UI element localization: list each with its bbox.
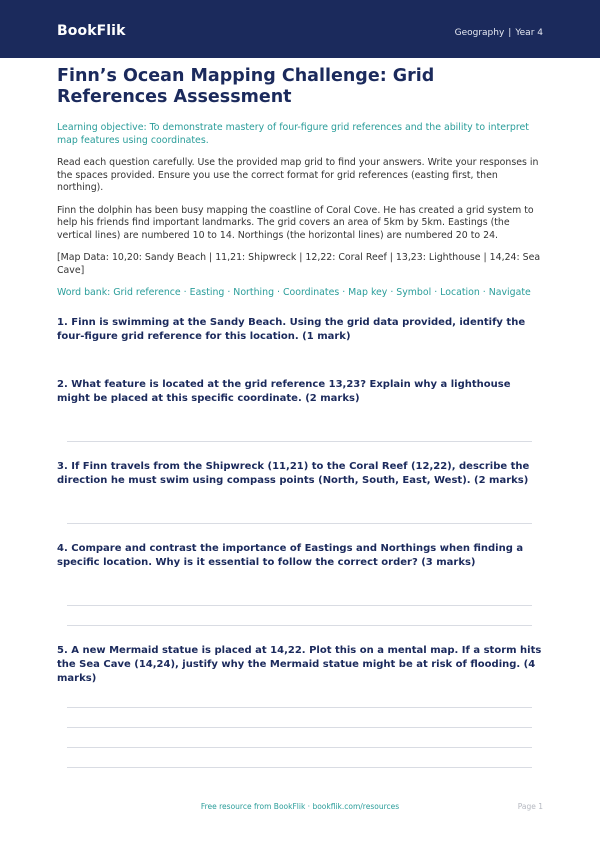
page-title: Finn’s Ocean Mapping Challenge: Grid References Assessment — [57, 66, 435, 107]
answer-line[interactable] — [67, 605, 532, 606]
learning-objective: Learning objective: To demonstrate mastery of four-figure grid references and the ability to interpret map features using coordinates. — [57, 122, 529, 146]
question-2: 2. What feature is located at the grid reference 13,23? Explain why a lighthouse might be placed at this specific coordinate. (2 marks) — [57, 379, 511, 404]
page-number: Page 1 — [517, 802, 543, 811]
intro-text: Finn the dolphin has been busy mapping the coastline of Coral Cove. He has created a grid system to help his friends find important landmarks. The grid covers an area of 5km by 5km. Eastings (the vertical lines) are numbered 10 to 14. Northings (the horizontal lines) are numbered 20 to 24. — [57, 204, 534, 241]
answer-line[interactable] — [67, 767, 532, 768]
answer-line[interactable] — [67, 747, 532, 748]
intro-section — [57, 66, 543, 300]
answer-line[interactable] — [67, 727, 532, 728]
question-3: 3. If Finn travels from the Shipwreck (11,21) to the Coral Reef (12,22), describe the direction he must swim using compass points (North, South, East, West). (2 marks) — [57, 461, 530, 486]
answer-line[interactable] — [67, 707, 532, 708]
instructions: Read each question carefully. Use the provided map grid to find your answers. Write your responses in the spaces provided. Ensure you use the correct format for grid references (easting first, then northing). — [57, 157, 539, 193]
question-5: 5. A new Mermaid statue is placed at 14,22. Plot this on a mental map. If a storm hits the Sea Cave (14,24), justify why the Mermaid statue might be at risk of flooding. (4 marks) — [57, 645, 542, 684]
year-label: Year 4 — [515, 28, 543, 38]
answer-line[interactable] — [67, 523, 532, 524]
subject-name: Geography — [454, 28, 505, 38]
map-data: [Map Data: 10,20: Sandy Beach | 11,21: Shipwreck | 12,22: Coral Reef | 13,23: Lighthouse | 14,24: Sea Cave] — [57, 252, 541, 276]
answer-line[interactable] — [67, 625, 532, 626]
word-bank: Word bank: Grid reference · Easting · Northing · Coordinates · Map key · Symbol · Location · Navigate — [57, 287, 531, 298]
question-4: 4. Compare and contrast the importance of Eastings and Northings when finding a specific location. Why is it essential to follow the correct order? (3 marks) — [57, 543, 524, 568]
answer-line[interactable] — [67, 441, 532, 442]
header-bar — [0, 0, 600, 58]
question-1: 1. Finn is swimming at the Sandy Beach. Using the grid data provided, identify the four-figure grid reference for this location. (1 mark) — [57, 317, 526, 342]
footer-credit[interactable]: Free resource from BookFlik · bookflik.com/resources — [200, 802, 400, 811]
subject-label — [455, 28, 543, 38]
separator: | — [508, 28, 512, 38]
brand-logo: BookFlik — [57, 23, 126, 39]
